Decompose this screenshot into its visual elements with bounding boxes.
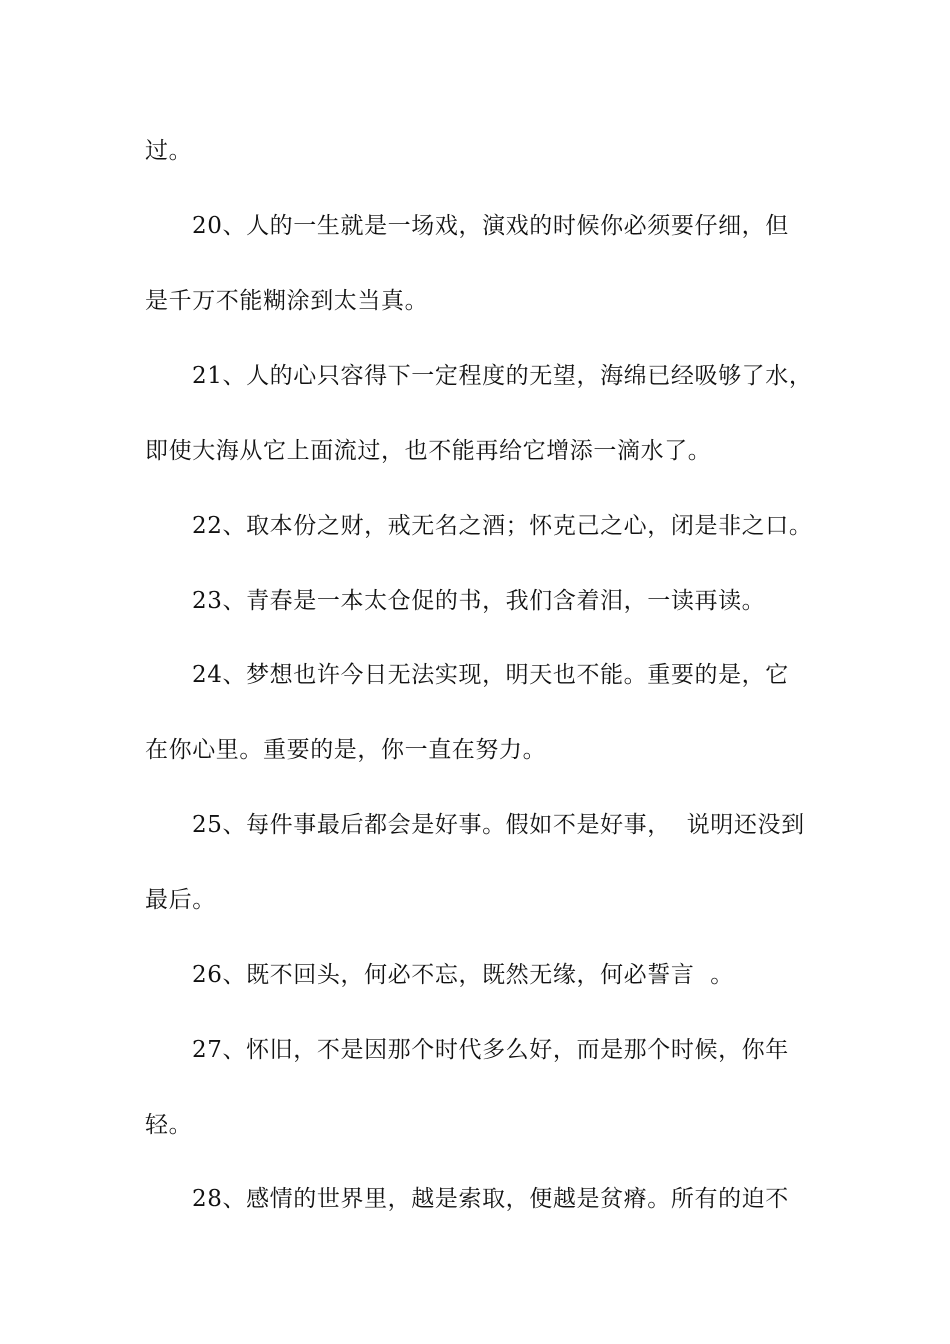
text-line: 20、人的一生就是一场戏，演戏的时候你必须要仔细，但 (192, 213, 789, 239)
text-line: 25、每件事最后都会是好事。假如不是好事， 说明还没到 (192, 812, 805, 838)
text-line: 26、既不回头，何必不忘，既然无缘，何必誓言 。 (192, 962, 734, 988)
text-line: 22、取本份之财，戒无名之酒；怀克己之心，闭是非之口。 (192, 513, 813, 539)
text-line: 在你心里。重要的是，你一直在努力。 (145, 737, 547, 763)
text-line: 最后。 (145, 887, 216, 913)
text-line: 27、怀旧，不是因那个时代多么好，而是那个时候，你年 (192, 1037, 789, 1063)
text-line: 23、青春是一本太仓促的书，我们含着泪，一读再读。 (192, 588, 766, 614)
text-line: 24、梦想也许今日无法实现，明天也不能。重要的是，它 (192, 662, 789, 688)
text-line: 是千万不能糊涂到太当真。 (145, 288, 429, 314)
text-line: 21、人的心只容得下一定程度的无望，海绵已经吸够了水， (192, 363, 813, 389)
text-line: 过。 (145, 138, 193, 164)
text-line: 即使大海从它上面流过，也不能再给它增添一滴水了。 (145, 438, 712, 464)
text-line: 轻。 (145, 1112, 193, 1138)
text-line: 28、感情的世界里，越是索取，便越是贫瘠。所有的迫不 (192, 1186, 789, 1212)
